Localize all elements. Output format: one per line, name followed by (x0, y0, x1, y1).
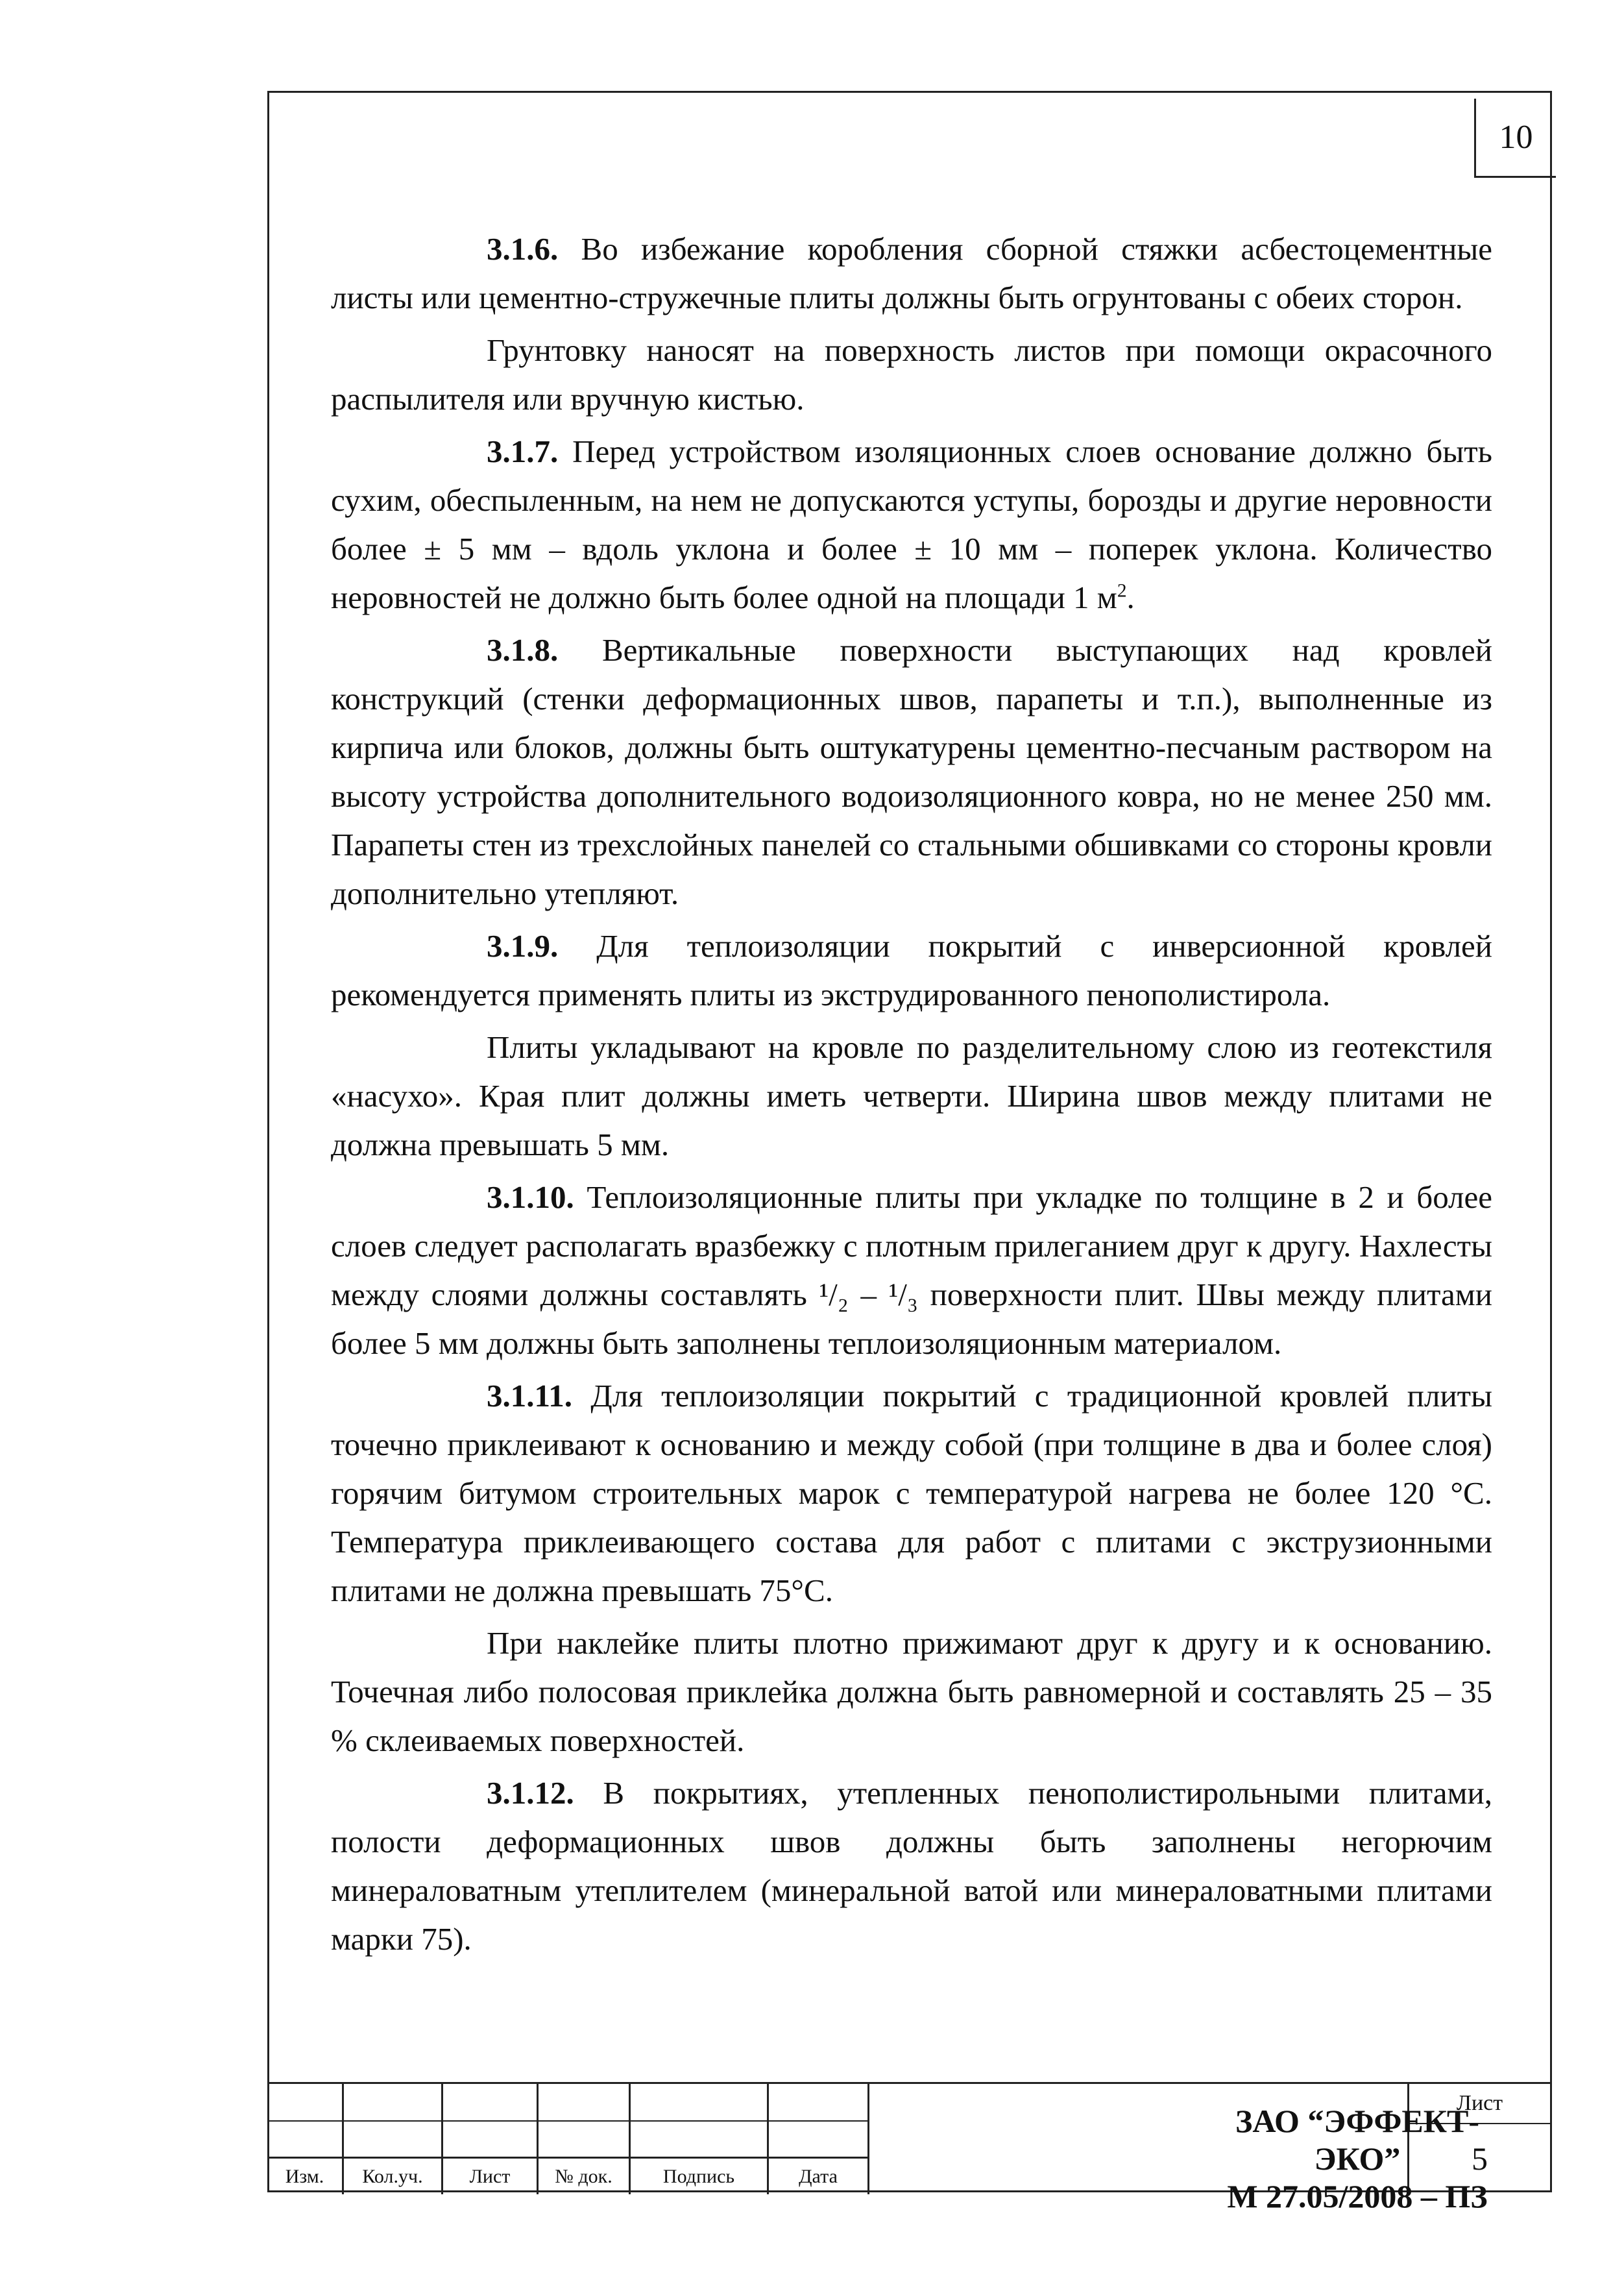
stamp-col-kol-uch: Кол.уч. (362, 2165, 423, 2187)
paragraph (331, 626, 1492, 918)
paragraph-text: Во избежание коробления сборной стяжки асбестоцементные листы или цементно-стружечные плиты должны быть огрунтованы с обеих сторон. (331, 231, 1492, 315)
paragraph-text: Для теплоизоляции покрытий с инверсионной кровлей рекомендуется применять плиты из экструдированного пенополистирола. (331, 928, 1492, 1012)
clause-number: 3.1.10. (487, 1179, 574, 1215)
paragraph (331, 1619, 1492, 1765)
superscript: 2 (1117, 580, 1127, 602)
stamp-col-date: Дата (799, 2165, 838, 2187)
organization-name: ЗАО “ЭФФЕКТ-ЭКО” (1235, 2103, 1480, 2177)
document-code: М 27.05/2008 – ПЗ (1227, 2178, 1488, 2214)
paragraph (331, 1023, 1492, 1169)
clause-number: 3.1.6. (487, 231, 559, 267)
paragraph (331, 326, 1492, 423)
paragraph (331, 1769, 1492, 1963)
paragraph (331, 1371, 1492, 1615)
sheet-number: 5 (1472, 2140, 1488, 2177)
paragraph-text: Теплоизоляционные плиты при укладке по толщине в 2 и более слоев следует располагать вразбежку с плотным прилеганием друг к другу. Нахлесты между слоями должны составлять ¹/₂ – ¹/₃ поверхности плит. Швы между плитами более 5 мм должны быть заполнены теплоизоляционным материалом. (331, 1179, 1492, 1361)
body-text (331, 225, 1492, 1967)
paragraph-text: Грунтовку наносят на поверхность листов при помощи окрасочного распылителя или вручную кистью. (331, 332, 1492, 417)
paragraph-text: Плиты укладывают на кровле по разделительному слою из геотекстиля «насухо». Края плит должны иметь четверти. Ширина швов между плитами не должна превышать 5 мм. (331, 1029, 1492, 1162)
paragraph-text: При наклейке плиты плотно прижимают друг к другу и к основанию. Точечная либо полосовая приклейка должна быть равномерной и составлять 25 – 35 % склеиваемых поверхностей. (331, 1625, 1492, 1758)
paragraph-text: Перед устройством изоляционных слоев основание должно быть сухим, обеспыленным, на нем не допускаются уступы, борозды и другие неровности более ± 5 мм – вдоль уклона и более ± 10 мм – поперек уклона. Количество неровностей не должно быть более одной на площади 1 м (331, 434, 1492, 615)
clause-number: 3.1.8. (487, 632, 559, 668)
paragraph-text: В покрытиях, утепленных пенополистирольными плитами, полости деформационных швов должны быть заполнены негорючим минераловатным утеплителем (минеральной ватой или минераловатными плитами марки 75). (331, 1775, 1492, 1957)
paragraph (331, 225, 1492, 322)
stamp-col-signature: Подпись (662, 2165, 735, 2187)
paragraph (331, 1173, 1492, 1367)
stamp-col-izm: Изм. (285, 2165, 324, 2187)
stamp-col-list: Лист (469, 2165, 511, 2187)
sheet-label: Лист (1456, 2091, 1503, 2115)
stamp-col-doc-num: № док. (555, 2165, 612, 2187)
title-block (267, 2082, 1552, 2214)
paragraph-text: Для теплоизоляции покрытий с традиционной кровлей плиты точечно приклеивают к основанию и между собой (при толщине в два и более слоя) горячим битумом строительных марок с температурой нагрева не более 120 °С. Температура приклеивающего состава для работ с плитами с экструзионными плитами не должна превышать 75°С. (331, 1378, 1492, 1608)
clause-number: 3.1.7. (487, 434, 559, 469)
clause-number: 3.1.12. (487, 1775, 574, 1811)
paragraph (331, 922, 1492, 1019)
clause-number: 3.1.9. (487, 928, 559, 964)
page-number: 10 (1474, 99, 1556, 178)
paragraph-text: Вертикальные поверхности выступающих над кровлей конструкций (стенки деформационных швов, парапеты и т.п.), выполненные из кирпича или блоков, должны быть оштукатурены цементно-песчаным раствором на высоту устройства дополнительного водоизоляционного ковра, но не менее 250 мм. Парапеты стен из трехслойных панелей со стальными обшивками со стороны кровли дополнительно утепляют. (331, 632, 1492, 911)
clause-number: 3.1.11. (487, 1378, 573, 1414)
paragraph-text-end: . (1126, 580, 1135, 615)
paragraph (331, 427, 1492, 622)
